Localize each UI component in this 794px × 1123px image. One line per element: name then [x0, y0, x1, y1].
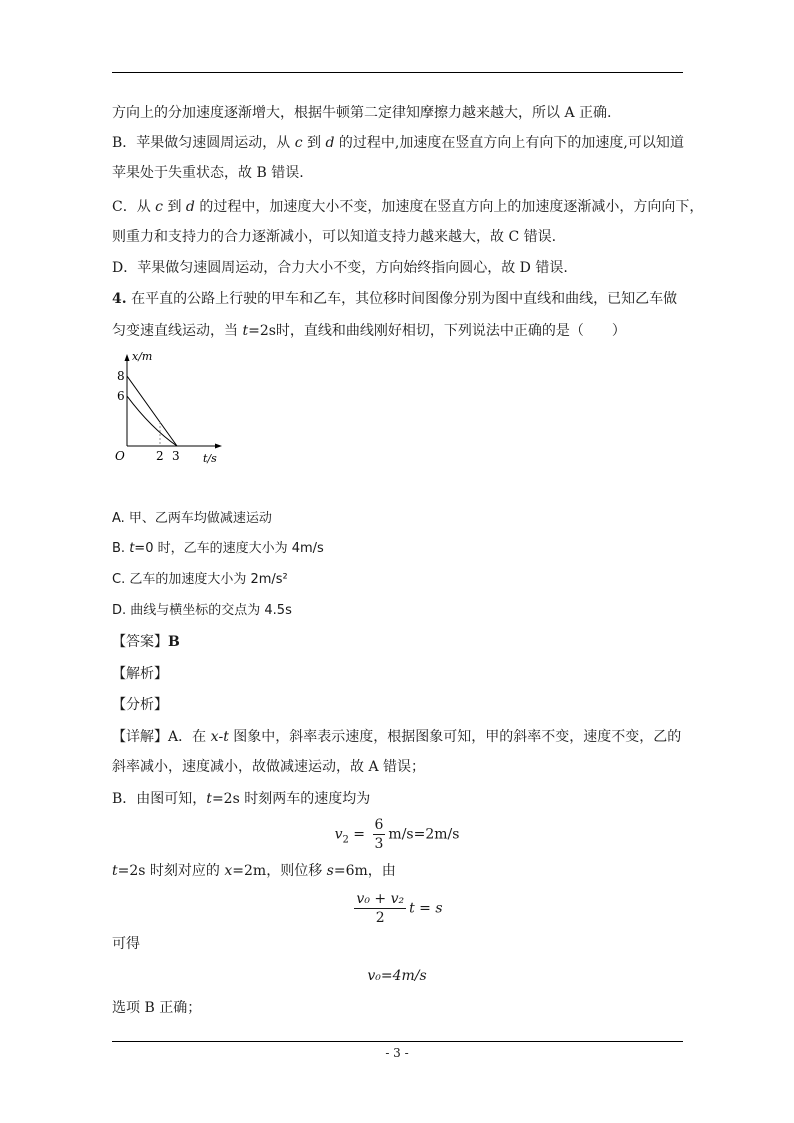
fenxi-label: 【分析】: [112, 697, 168, 713]
dash: -: [218, 729, 224, 745]
option-text: B.: [112, 541, 130, 556]
text-line: [112, 133, 684, 153]
fraction-numerator: v₀ + v₂: [356, 891, 405, 907]
detail-text: 【详解】A．在: [112, 729, 211, 745]
detail-text: =2s 时刻两车的速度均为: [211, 791, 371, 807]
x-axis-label: t/s: [203, 452, 217, 465]
fraction: [354, 890, 406, 927]
variable-t: t: [223, 729, 229, 745]
question-line: [112, 321, 626, 341]
variable-x: x: [210, 729, 219, 745]
detail-line: 斜率减小，速度减小，故做减速运动，故 A 错误；: [112, 759, 426, 775]
detail-line: [112, 861, 396, 881]
xt-graph: [110, 350, 230, 470]
variable-d: d: [185, 199, 195, 215]
eq-rhs: t = s: [409, 900, 443, 917]
text-line: 方向上的分加速度逐渐增大，根据牛顿第二定律知摩擦力越来越大，所以 A 正确.: [112, 105, 612, 121]
x-tick-label: 3: [172, 449, 180, 463]
equation-v0: [0, 966, 794, 986]
equation-average-velocity: [0, 890, 794, 927]
variable-c: c: [155, 199, 164, 215]
equation-v2: [0, 816, 794, 853]
option-text: =0 时，乙车的速度大小为 4m/s: [134, 541, 324, 556]
detail-text: =6m，由: [333, 863, 396, 879]
answer-label: 【答案】: [112, 634, 168, 650]
text-segment: 到: [163, 199, 186, 215]
origin-label: O: [115, 449, 125, 463]
variable-t: t: [112, 863, 118, 879]
answer-value: B: [168, 634, 180, 650]
option-b: [112, 539, 324, 559]
variable-c: c: [294, 135, 303, 151]
text-line: D．苹果做匀速圆周运动，合力大小不变，方向始终指向圆心，故 D 错误.: [112, 260, 568, 276]
variable-t: t: [129, 541, 135, 556]
text-segment: C．从: [112, 199, 156, 215]
text-line: 苹果处于失重状态，故 B 错误.: [112, 165, 304, 181]
eq-sub: 2: [342, 834, 349, 846]
question-text: 匀变速直线运动，当: [112, 323, 243, 339]
eq-equals: =: [348, 826, 370, 843]
analysis-label: 【解析】: [112, 666, 168, 682]
detail-text: =2s 时刻对应的: [117, 863, 225, 879]
x-axis-arrow: [215, 444, 222, 449]
detail-text: B．由图可知，: [112, 791, 207, 807]
y-axis-arrow: [125, 354, 130, 361]
text-line: 则重力和支持力的合力逐渐减小，可以知道支持力越来越大，故 C 错误.: [112, 229, 557, 245]
variable-x: x: [224, 863, 233, 879]
option-a: A. 甲、乙两车均做减速运动: [112, 511, 272, 526]
text-segment: 到: [302, 135, 326, 151]
question-text: =2s时，直线和曲线刚好相切，下列说法中正确的是（ ）: [248, 323, 626, 339]
eq-v: v: [334, 826, 343, 843]
x-tick-label: 2: [156, 449, 164, 463]
variable-t: t: [242, 323, 249, 339]
eq-rhs: m/s=2m/s: [388, 826, 460, 843]
question-number: 4.: [112, 291, 127, 307]
y-axis-label: x/m: [132, 350, 153, 363]
question-line: [112, 289, 677, 309]
footer-rule: [112, 1041, 683, 1042]
option-d: D. 曲线与横坐标的交点为 4.5s: [112, 603, 292, 618]
y-tick-label: 6: [117, 389, 125, 403]
variable-d: d: [325, 135, 335, 151]
curve-yi: [127, 396, 177, 446]
detail-line: [112, 789, 370, 809]
detail-line: [112, 727, 681, 747]
detail-text: =2m，则位移: [232, 863, 327, 879]
header-rule: [112, 72, 683, 73]
question-text: 在平直的公路上行驶的甲车和乙车，其位移时间图像分别为图中直线和曲线，已知乙车做: [126, 291, 678, 307]
text-segment: 的过程中，加速度大小不变，加速度在竖直方向上的加速度逐渐减小，方向向下，: [194, 199, 704, 215]
text-segment: 的过程中,加速度在竖直方向上有向下的加速度,可以知道: [334, 135, 684, 151]
detail-text: 图象中，斜率表示速度，根据图象可知，甲的斜率不变，速度不变，乙的: [228, 729, 682, 745]
y-tick-label: 8: [117, 369, 125, 383]
fraction-denominator: 3: [374, 836, 384, 852]
text-line: [112, 197, 703, 217]
fraction-denominator: 2: [375, 910, 385, 926]
text-segment: B．苹果做匀速圆周运动，从: [112, 135, 295, 151]
answer-line: [112, 632, 180, 652]
fraction: [373, 816, 386, 853]
kede-line: 可得: [112, 936, 140, 952]
page-number: - 3 -: [385, 1046, 409, 1060]
variable-s: s: [326, 863, 334, 879]
straight-line-jia: [127, 376, 177, 446]
conclusion-line: 选项 B 正确；: [112, 1000, 202, 1016]
option-c: C. 乙车的加速度大小为 2m/s²: [112, 572, 288, 587]
eq-v0: v₀=4m/s: [367, 968, 427, 984]
fraction-numerator: 6: [374, 817, 384, 833]
variable-t: t: [206, 791, 212, 807]
